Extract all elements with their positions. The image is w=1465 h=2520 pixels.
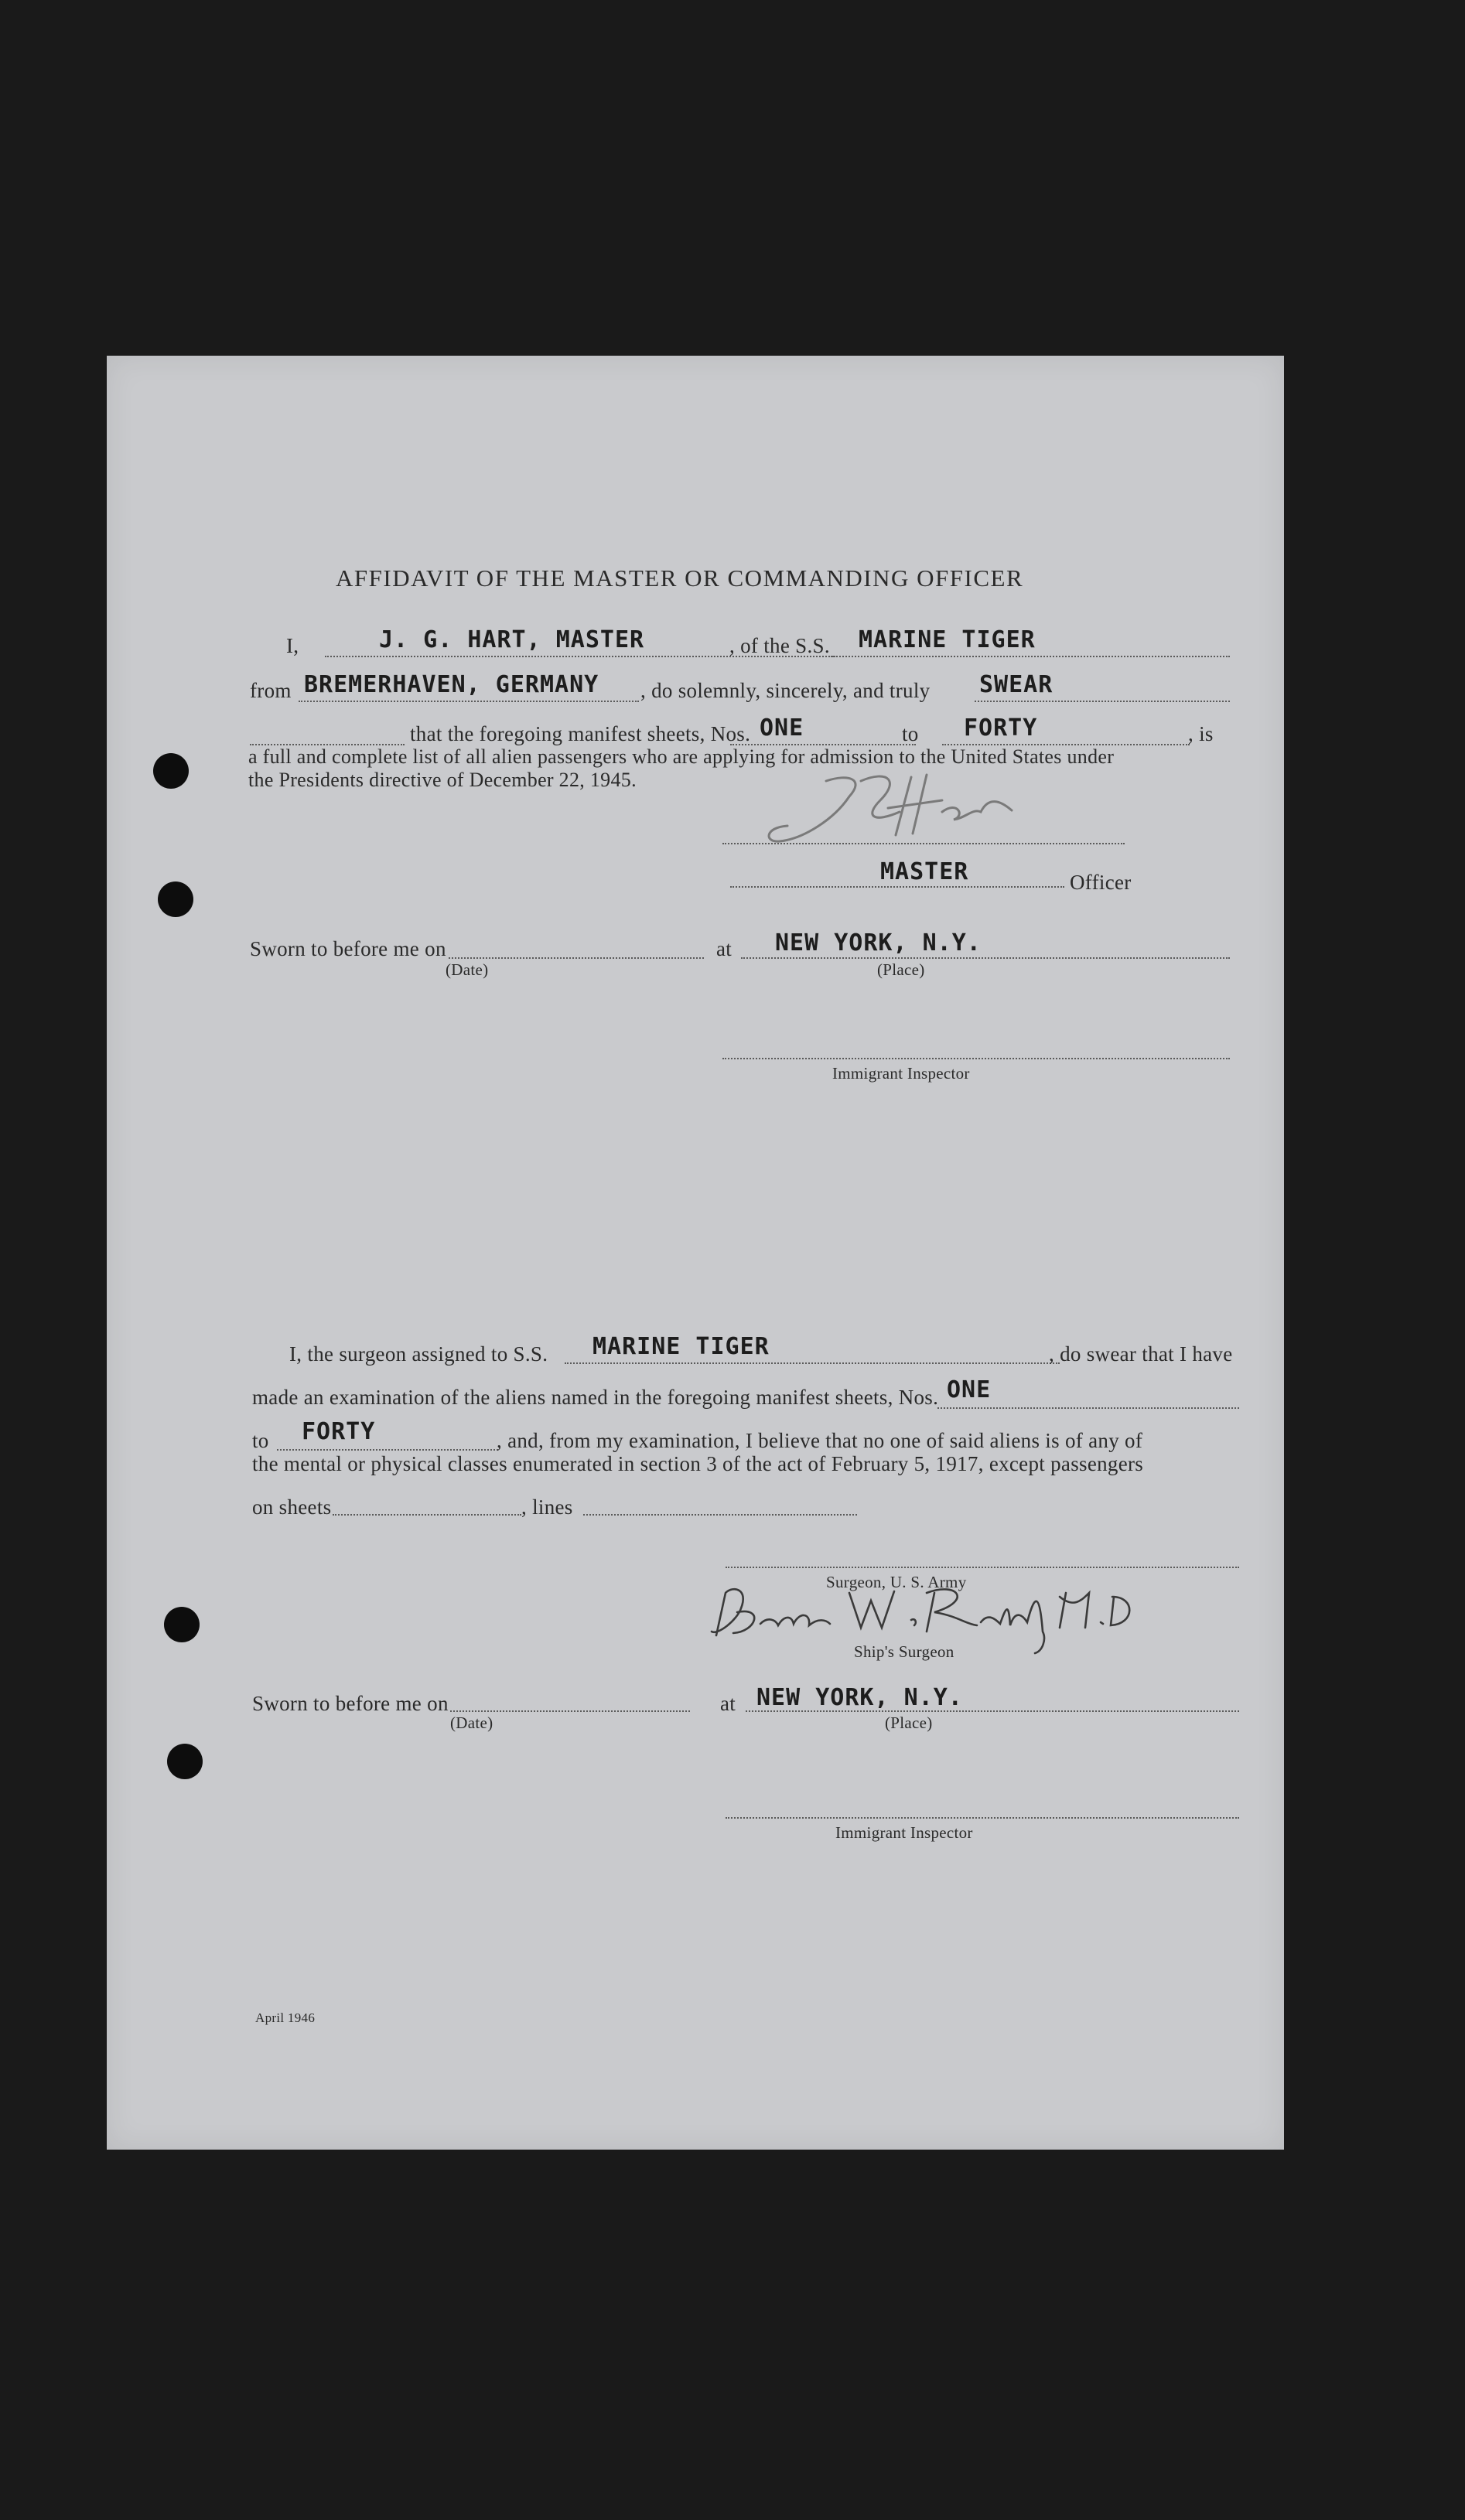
sheet-to: FORTY	[964, 714, 1038, 742]
surgeon-body-line: the mental or physical classes enumerated in section 3 of the act of February 5, 1917, except passengers	[252, 1452, 1144, 1475]
officer-label: Officer	[1070, 871, 1132, 894]
affidavit-page	[107, 356, 1284, 2150]
surgeon-sheet-to-line	[277, 1449, 498, 1451]
oath-word-line	[975, 701, 1230, 702]
ship-name: MARINE TIGER	[859, 626, 1036, 653]
i-label: I,	[286, 634, 299, 657]
surgeon-to-label: to	[252, 1429, 269, 1452]
surgeon-sheet-to: FORTY	[302, 1418, 376, 1445]
punch-hole	[167, 1744, 203, 1779]
master-inspector-caption: Immigrant Inspector	[832, 1064, 970, 1083]
master-place-caption: (Place)	[877, 960, 925, 979]
master-signature-line	[722, 843, 1125, 844]
punch-hole	[158, 881, 193, 917]
on-sheets-label: on sheets	[252, 1495, 332, 1519]
ship-name-line	[831, 656, 1230, 657]
surgeon-sworn-label: Sworn to before me on	[252, 1692, 449, 1715]
on-sheets-line	[333, 1514, 521, 1516]
body-line-2: the Presidents directive of December 22, 1945.	[248, 769, 637, 791]
master-sworn-date-line	[449, 957, 704, 959]
lines-line	[583, 1514, 857, 1516]
punch-hole	[164, 1607, 200, 1642]
page-title: AFFIDAVIT OF THE MASTER OR COMMANDING OFFICER	[336, 564, 1024, 592]
sheet-from: ONE	[760, 714, 804, 742]
surgeon-sheet-from-line	[937, 1407, 1239, 1409]
master-place-line	[741, 957, 1230, 959]
surgeon-sheet-from: ONE	[947, 1376, 992, 1403]
master-date-caption: (Date)	[446, 960, 489, 979]
surgeon-at-label: at	[720, 1692, 736, 1715]
surgeon-intro-label: I, the surgeon assigned to S.S.	[289, 1342, 548, 1366]
departure-port-line	[299, 701, 639, 702]
officer-rank-line	[730, 886, 1064, 888]
to-label: to	[902, 722, 919, 745]
of-ss-label: , of the S.S.	[729, 634, 830, 657]
form-date: April 1946	[255, 2010, 316, 2025]
oath-word: SWEAR	[979, 671, 1054, 698]
surgeon-place: NEW YORK, N.Y.	[756, 1684, 963, 1711]
surgeon-belief-label: , and, from my examination, I believe that no one of said aliens is of any of	[497, 1429, 1143, 1452]
surgeon-inspector-line	[726, 1817, 1239, 1819]
surgeon-date-caption: (Date)	[450, 1714, 493, 1732]
master-at-label: at	[716, 937, 732, 960]
surgeon-swear-label: , do swear that I have	[1049, 1342, 1233, 1366]
surgeon-ship-name: MARINE TIGER	[592, 1333, 770, 1360]
lines-label: , lines	[521, 1495, 573, 1519]
surgeon-inspector-caption: Immigrant Inspector	[835, 1823, 973, 1842]
surgeon-exam-label: made an examination of the aliens named in the foregoing manifest sheets, Nos.	[252, 1386, 939, 1409]
surgeon-army-caption: Surgeon, U. S. Army	[826, 1573, 967, 1591]
from-label: from	[250, 679, 292, 702]
master-sworn-label: Sworn to before me on	[250, 937, 446, 960]
manifest-label: that the foregoing manifest sheets, Nos.	[410, 722, 751, 745]
is-label: , is	[1188, 722, 1214, 745]
surgeon-ship-line	[565, 1362, 1060, 1364]
body-line-1: a full and complete list of all alien passengers who are applying for admission to the United States under	[248, 745, 1115, 768]
master-signature	[733, 766, 1105, 858]
surgeon-army-line	[726, 1567, 1239, 1568]
ships-surgeon-caption: Ship's Surgeon	[854, 1642, 954, 1661]
master-inspector-line	[722, 1058, 1230, 1059]
master-name: J. G. HART, MASTER	[379, 626, 645, 653]
punch-hole	[153, 753, 189, 789]
master-place: NEW YORK, N.Y.	[775, 929, 982, 957]
officer-rank: MASTER	[880, 858, 969, 885]
surgeon-place-caption: (Place)	[885, 1714, 933, 1732]
surgeon-sworn-date-line	[450, 1710, 690, 1712]
departure-port: BREMERHAVEN, GERMANY	[304, 671, 599, 698]
solemnly-label: , do solemnly, sincerely, and truly	[640, 679, 931, 702]
